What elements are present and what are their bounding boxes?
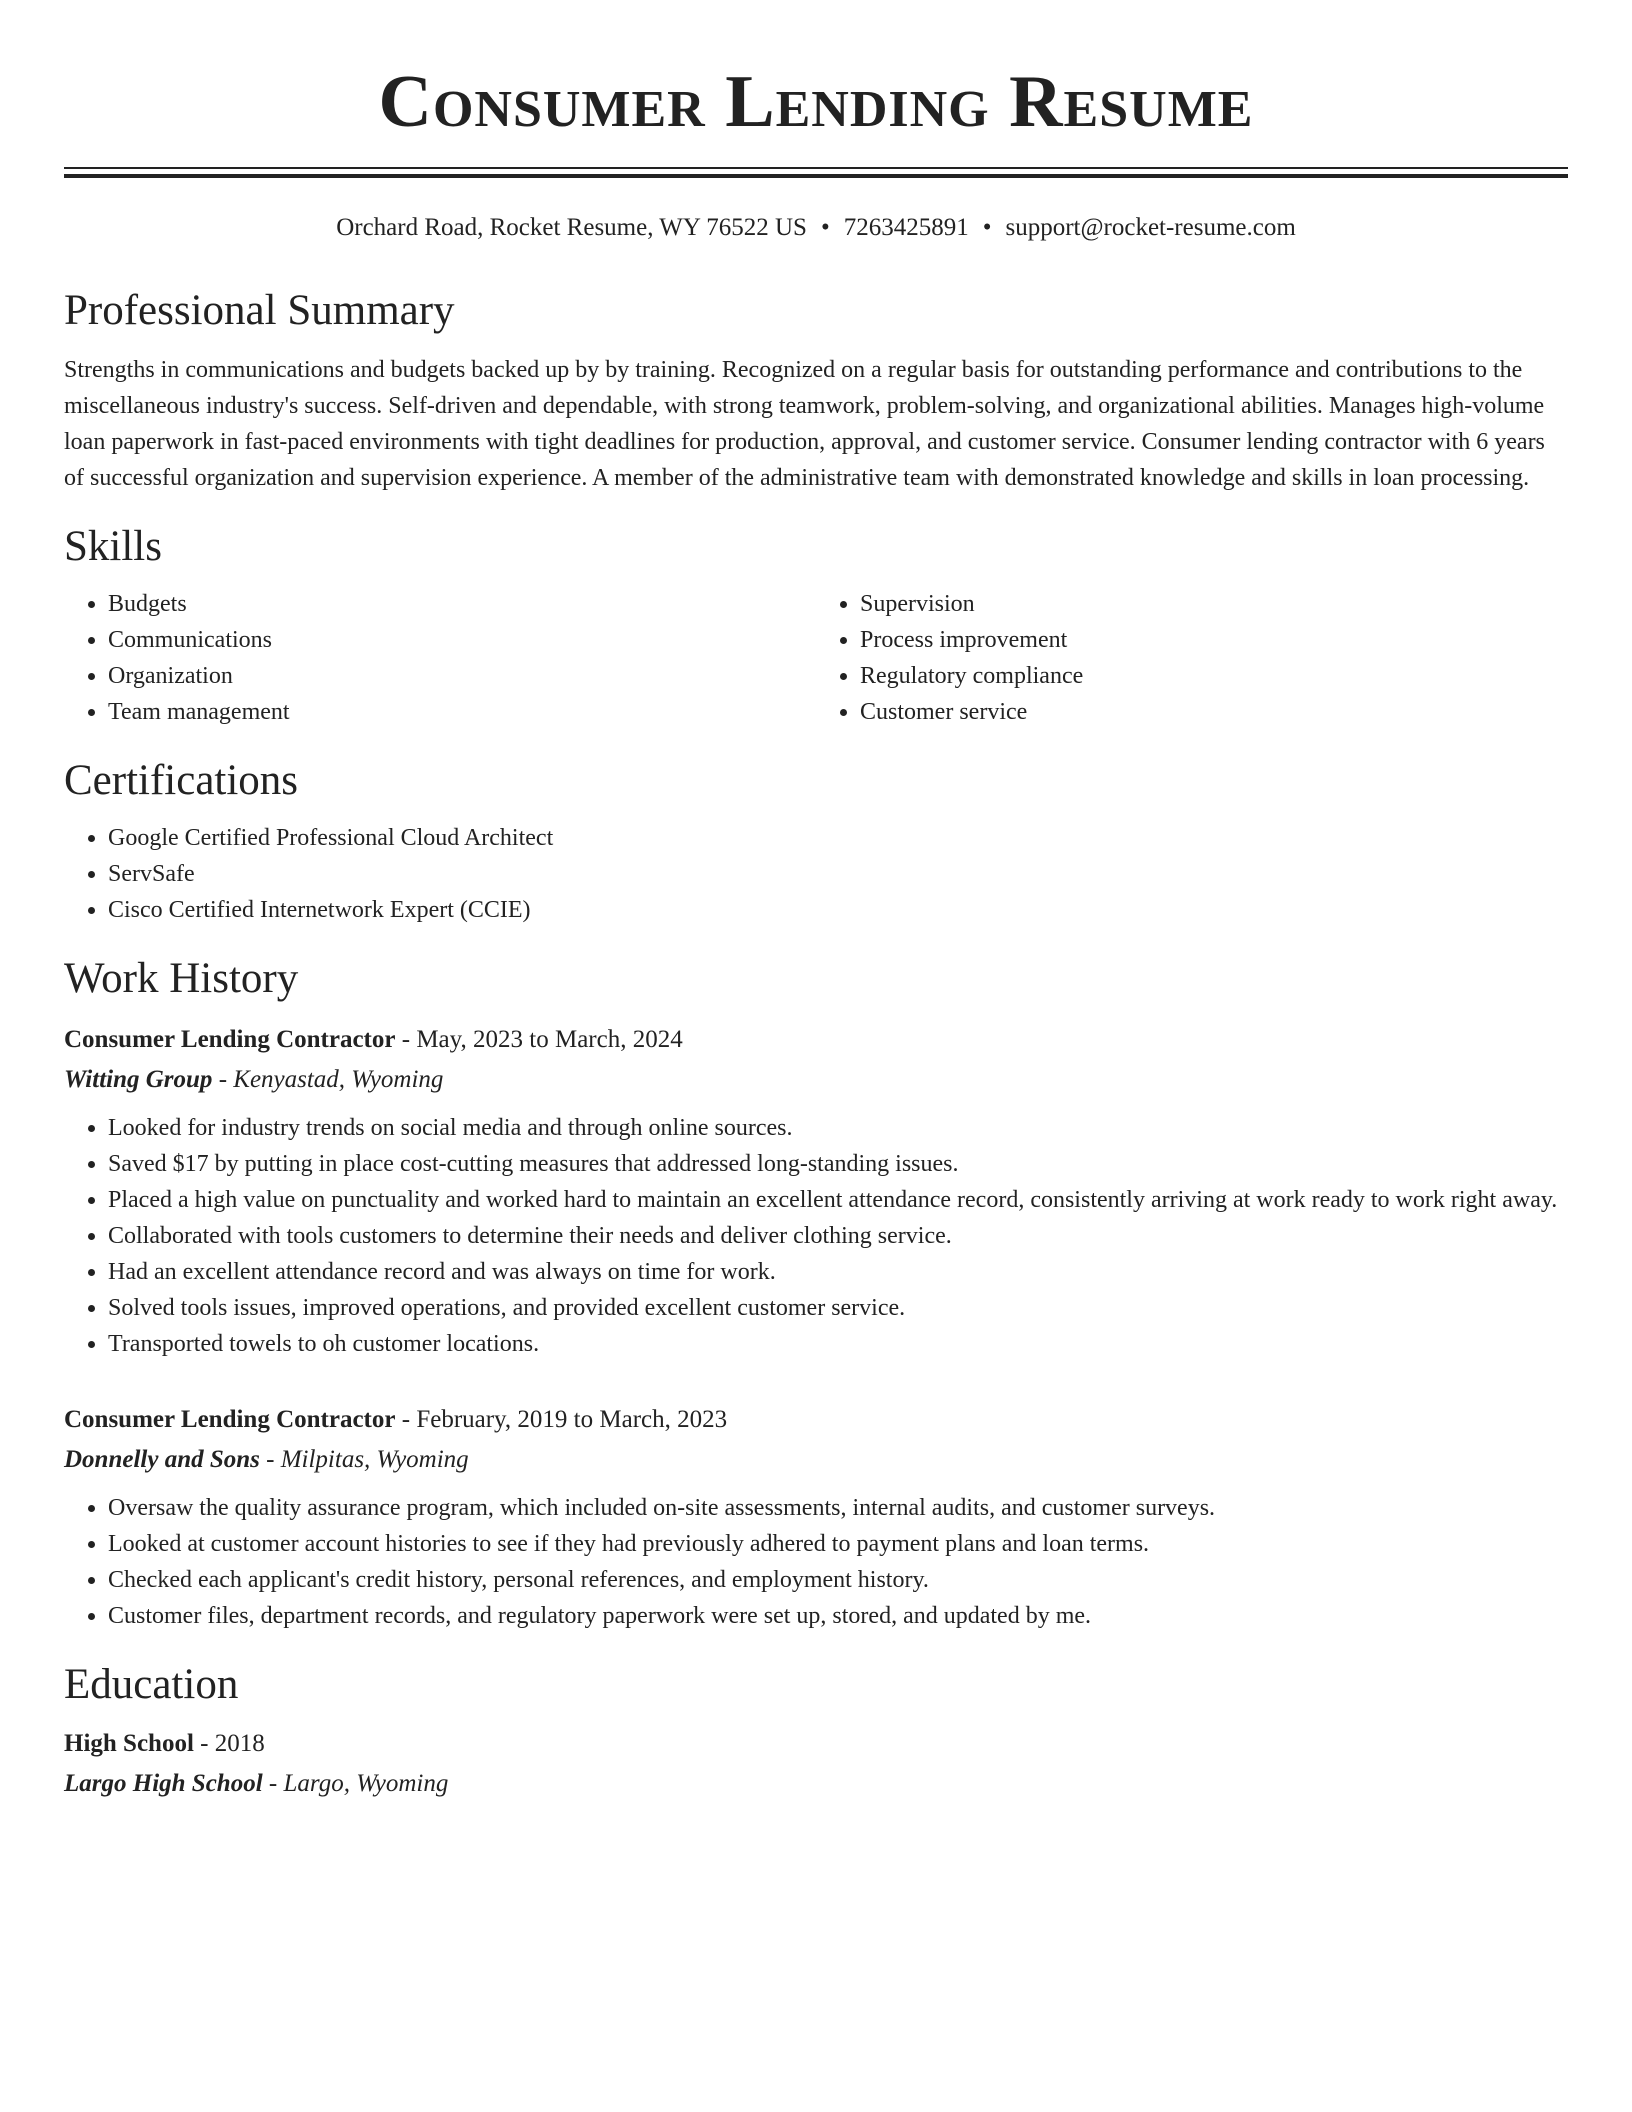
education-school: Largo High School [64,1770,263,1797]
contact-address: Orchard Road, Rocket Resume, WY 76522 US [336,214,807,241]
section-heading-skills: Skills [64,523,162,570]
education-location: Largo, Wyoming [283,1770,449,1797]
education-school-line [64,1764,1568,1804]
job-bullet: • Looked for industry trends on social media and through online sources. [108,1110,1568,1146]
skill-item: • Process improvement [860,622,1568,658]
job-title: Consumer Lending Contractor [64,1026,396,1053]
section-heading-education: Education [64,1661,239,1708]
title-divider [64,167,1568,178]
skills-section [64,522,1568,730]
section-heading-work-history: Work History [64,955,299,1002]
skill-item: • Team management [108,694,816,730]
education-dash: - [262,1770,284,1797]
job-bullet: • Placed a high value on punctuality and worked hard to maintain an excellent attendance record, consistently arriving at work ready to work right away. [108,1182,1568,1218]
job-bullet: • Collaborated with tools customers to determine their needs and deliver clothing service. [108,1218,1568,1254]
job-bullet: • Had an excellent attendance record and was always on time for work. [108,1254,1568,1290]
job-dash: - [212,1066,234,1093]
certification-item: • Cisco Certified Internetwork Expert (CCIE) [108,892,1568,928]
summary-text: Strengths in communications and budgets backed up by by training. Recognized on a regular basis for outstanding performance and contributions to the miscellaneous industry's success. Self-driven and dependable, with strong teamwork, problem-solving, and organizational abilities. Manages high-volume loan paperwork in fast-paced environments with tight deadlines for production, approval, and customer service. Consumer lending contractor with 6 years of successful organization and supervision experience. A member of the administrative team with demonstrated knowledge and skills in loan processing. [64,357,1545,491]
job-bullet: • Saved $17 by putting in place cost-cutting measures that addressed long-standing issues. [108,1146,1568,1182]
education-year: 2018 [214,1730,265,1757]
contact-phone: 7263425891 [843,214,969,241]
divider-line-thin [64,167,1568,169]
job-dates: May, 2023 to March, 2024 [416,1026,683,1053]
job-bullet: • Transported towels to oh customer locations. [108,1326,1568,1362]
skill-item: • Budgets [108,586,816,622]
skill-item: • Communications [108,622,816,658]
skills-columns [64,586,1568,730]
skill-item: • Customer service [860,694,1568,730]
job-dates: February, 2019 to March, 2023 [416,1406,728,1433]
section-heading-summary: Professional Summary [64,287,455,334]
job-company: Witting Group [64,1066,213,1093]
job-bullets [64,1110,1568,1362]
contact-line [64,212,1568,244]
certifications-list [64,820,1568,928]
job-dash: - [259,1446,281,1473]
education-degree-line [64,1724,1568,1764]
job-location: Milpitas, Wyoming [280,1446,469,1473]
job-location: Kenyastad, Wyoming [233,1066,444,1093]
job-employer [64,1440,1568,1480]
job-entry [64,1020,1568,1362]
contact-separator: • [820,214,830,241]
contact-email: support@rocket-resume.com [1005,214,1296,241]
certification-item: • Google Certified Professional Cloud Architect [108,820,1568,856]
certifications-section [64,756,1568,928]
job-bullet: • Customer files, department records, and regulatory paperwork were set up, stored, and updated by me. [108,1598,1568,1634]
job-bullet: • Oversaw the quality assurance program, which included on-site assessments, internal audits, and customer surveys. [108,1490,1568,1526]
job-header [64,1400,1568,1440]
job-bullet: • Solved tools issues, improved operations, and provided excellent customer service. [108,1290,1568,1326]
skill-item: • Organization [108,658,816,694]
job-company: Donnelly and Sons [64,1446,260,1473]
professional-summary-section [64,286,1568,496]
job-bullet: • Looked at customer account histories to see if they had previously adhered to payment plans and loan terms. [108,1526,1568,1562]
education-dash: - [193,1730,215,1757]
job-dash: - [395,1026,417,1053]
contact-separator: • [982,214,992,241]
education-section [64,1660,1568,1804]
resume-title: Consumer Lending Resume [378,61,1254,143]
skill-item: • Regulatory compliance [860,658,1568,694]
job-bullets [64,1490,1568,1634]
work-history-section [64,954,1568,1634]
job-header [64,1020,1568,1060]
job-dash: - [395,1406,417,1433]
job-title: Consumer Lending Contractor [64,1406,396,1433]
skills-list-right [816,586,1568,730]
certification-item: • ServSafe [108,856,1568,892]
section-heading-certifications: Certifications [64,757,299,804]
job-employer [64,1060,1568,1100]
education-entry [64,1724,1568,1804]
job-entry [64,1400,1568,1634]
job-bullet: • Checked each applicant's credit history, personal references, and employment history. [108,1562,1568,1598]
divider-line-thick [64,174,1568,178]
skill-item: • Supervision [860,586,1568,622]
education-degree: High School [64,1730,194,1757]
skills-list-left [64,586,816,730]
